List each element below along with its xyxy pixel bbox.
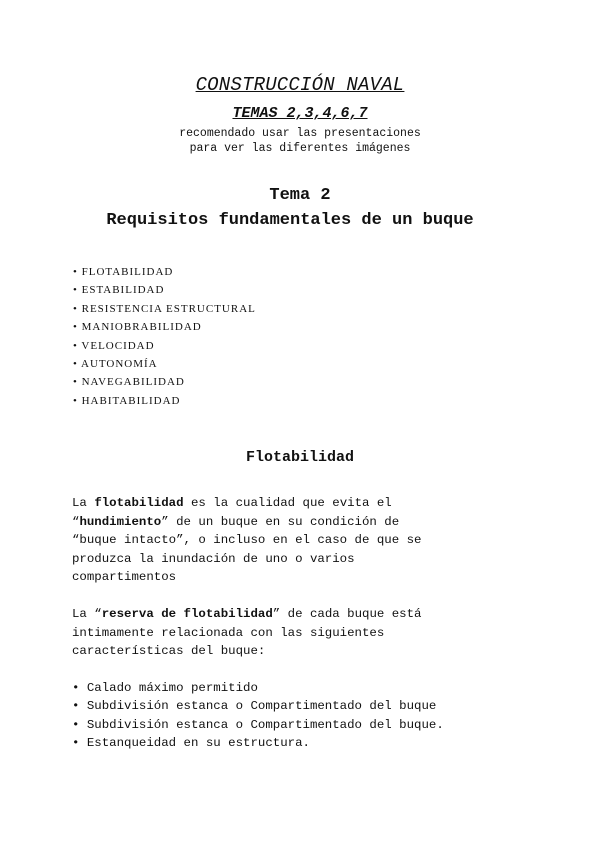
text-run: ” de cada buque está <box>272 607 422 621</box>
caracteristicas-list <box>72 679 444 752</box>
note-line: para ver las diferentes imágenes <box>189 142 411 155</box>
text-run: “ <box>72 514 80 529</box>
bold-term: reserva de flotabilidad <box>101 607 273 621</box>
paragraph-line: características del buque: <box>72 644 266 658</box>
presentation-note <box>0 126 600 156</box>
list-item: • AUTONOMÍA <box>73 358 158 371</box>
list-item: • MANIOBRABILIDAD <box>73 321 202 334</box>
bold-term: flotabilidad <box>94 496 184 510</box>
reserva-paragraph <box>72 605 542 661</box>
list-item: • HABITABILIDAD <box>73 394 181 407</box>
paragraph-line: intimamente relacionada con las siguientes <box>72 625 385 640</box>
paragraph-line: “buque intacto”, o incluso en el caso de que se <box>72 533 422 547</box>
list-item: • VELOCIDAD <box>73 339 155 352</box>
paragraph-line: compartimentos <box>72 570 177 584</box>
list-item: • Estanqueidad en su estructura. <box>72 735 310 750</box>
paragraph-line <box>72 494 542 513</box>
list-item: • Subdivisión estanca o Compartimentado del buque <box>72 699 437 714</box>
paragraph-line <box>72 513 542 532</box>
tema-number: Tema 2 <box>269 186 331 205</box>
document-subtitle: TEMAS 2,3,4,6,7 <box>232 105 368 122</box>
document-title: CONSTRUCCIÓN NAVAL <box>195 74 405 96</box>
list-item: • FLOTABILIDAD <box>73 266 174 278</box>
bold-term: hundimiento <box>79 514 162 529</box>
text-run: es la cualidad que evita el <box>183 496 392 510</box>
flotabilidad-paragraph <box>72 494 542 587</box>
text-run: ” de un buque en su condición de <box>161 514 400 529</box>
list-item: • NAVEGABILIDAD <box>73 376 185 389</box>
list-item: • Calado máximo permitido <box>72 681 258 695</box>
paragraph-line: produzca la inundación de uno o varios <box>72 551 355 566</box>
note-line: recomendado usar las presentaciones <box>179 127 421 140</box>
paragraph-line <box>72 605 542 624</box>
requisitos-list <box>73 263 256 410</box>
list-item: • RESISTENCIA ESTRUCTURAL <box>73 302 256 315</box>
text-run: La <box>72 496 95 510</box>
section-heading: Flotabilidad <box>245 449 355 466</box>
list-item: • Subdivisión estanca o Compartimentado del buque. <box>72 717 444 732</box>
list-item: • ESTABILIDAD <box>73 284 165 297</box>
text-run: La “ <box>72 607 102 621</box>
tema-title: Requisitos fundamentales de un buque <box>106 211 474 230</box>
